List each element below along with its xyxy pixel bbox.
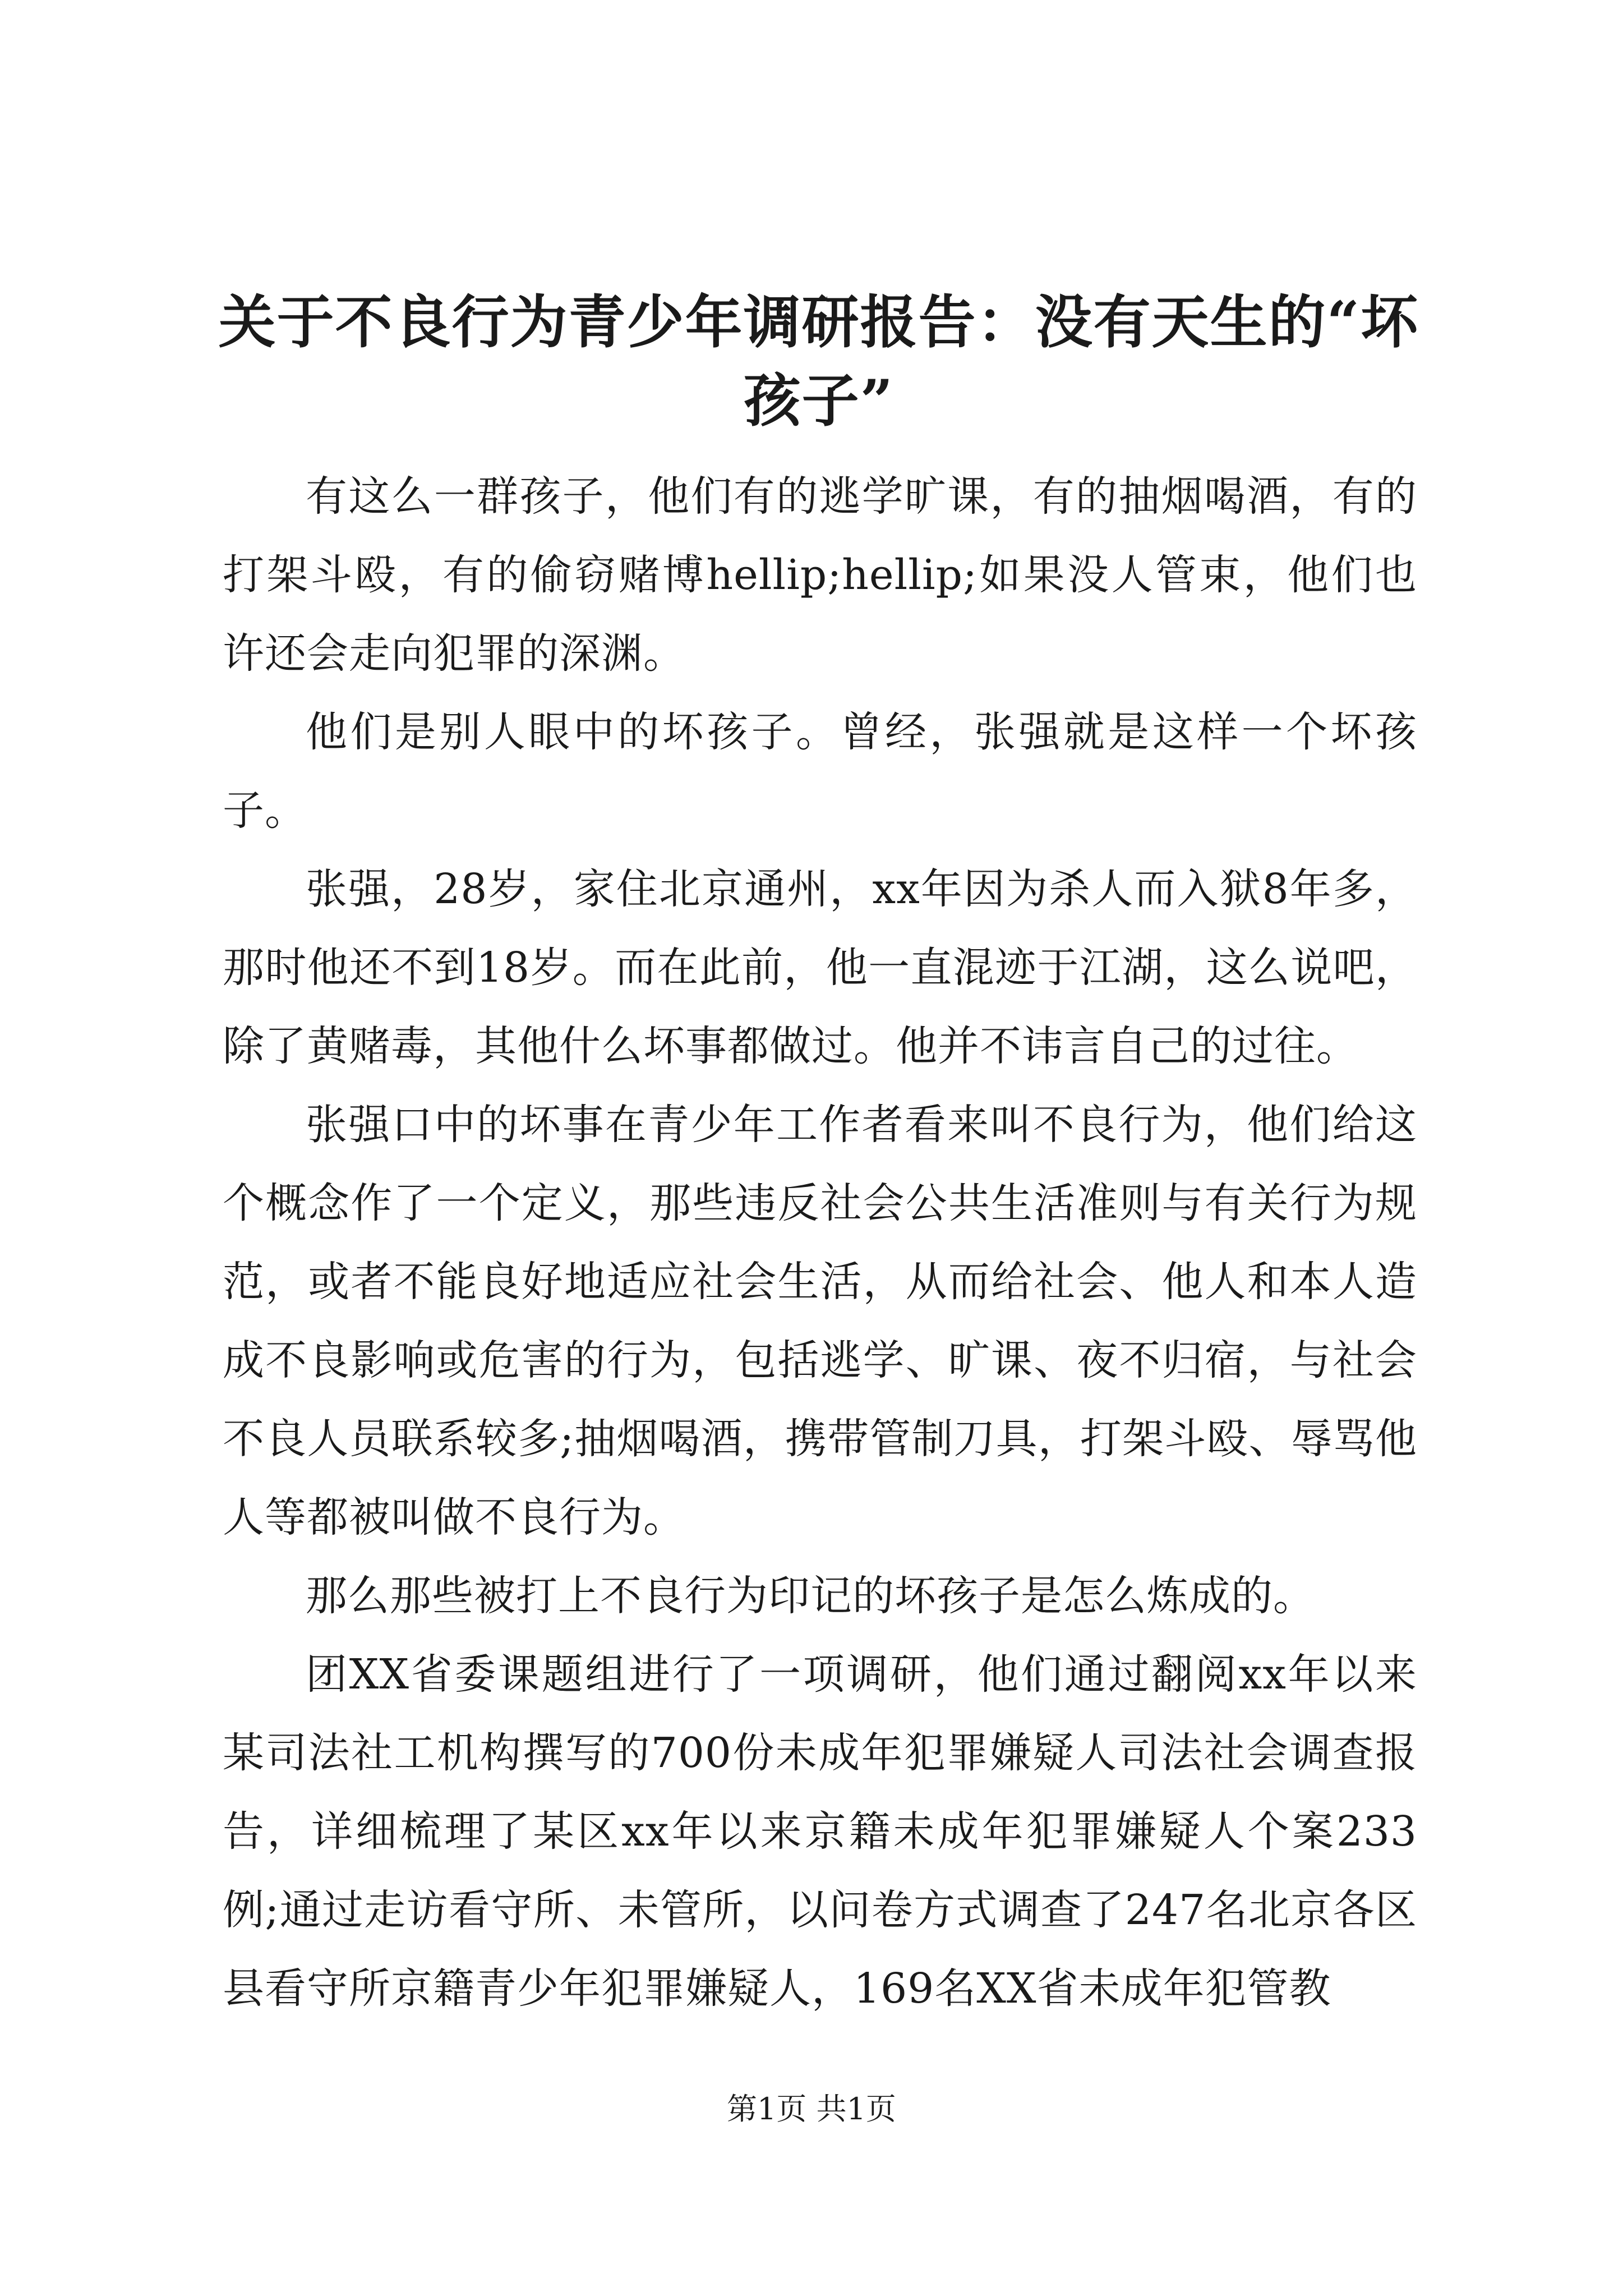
paragraph-1: 有这么一群孩子，他们有的逃学旷课，有的抽烟喝酒，有的打架斗殴，有的偷窃赌博hellip;hellip;如果没人管束，他们也许还会走向犯罪的深渊。	[223, 472, 1417, 678]
paragraph-4: 张强口中的坏事在青少年工作者看来叫不良行为，他们给这个概念作了一个定义，那些违反社会公共生活准则与有关行为规范，或者不能良好地适应社会生活，从而给社会、他人和本人造成不良影响或危害的行为，包括逃学、旷课、夜不归宿，与社会不良人员联系较多;抽烟喝酒，携带管制刀具，打架斗殴、辱骂他人等都被叫做不良行为。	[223, 1101, 1417, 1542]
paragraph-2: 他们是别人眼中的坏孩子。曾经，张强就是这样一个坏孩子。	[223, 708, 1417, 835]
document-title: 关于不良行为青少年调研报告：没有天生的“坏孩子”	[218, 289, 1419, 435]
document-body	[223, 457, 1417, 2028]
paragraph-3: 张强，28岁，家住北京通州，xx年因为杀人而入狱8年多，那时他还不到18岁。而在此前，他一直混迹于江湖，这么说吧，除了黄赌毒，其他什么坏事都做过。他并不讳言自己的过往。	[223, 865, 1417, 1070]
page-footer: 第1页 共1页	[727, 2091, 896, 2127]
paragraph-5: 那么那些被打上不良行为印记的坏孩子是怎么炼成的。	[306, 1572, 1315, 1620]
paragraph-6: 团XX省委课题组进行了一项调研，他们通过翻阅xx年以来某司法社工机构撰写的700份未成年犯罪嫌疑人司法社会调查报告，详细梳理了某区xx年以来京籍未成年犯罪嫌疑人个案233例;通过走访看守所、未管所，以问卷方式调查了247名北京各区县看守所京籍青少年犯罪嫌疑人，169名XX省未成年犯管教	[223, 1650, 1417, 2013]
